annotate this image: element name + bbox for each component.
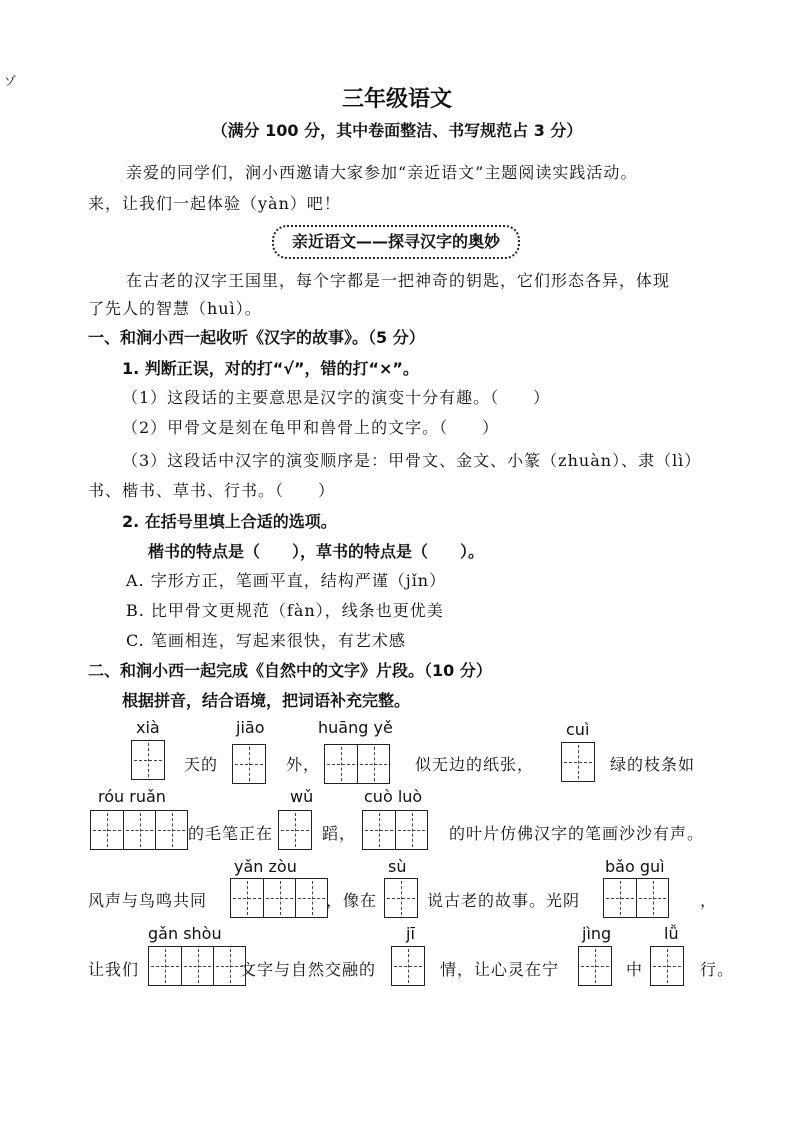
judge-item-2: （2）甲骨文是刻在龟甲和兽骨上的文字。（ ） <box>122 418 500 437</box>
option-a: A. 字形方正，笔画平直，结构严谨（jǐn） <box>126 571 447 590</box>
answer-box-yanzou[interactable] <box>230 878 328 918</box>
text-r1b: 外， <box>286 755 321 774</box>
answer-box-su[interactable] <box>384 878 418 918</box>
answer-box-jing[interactable] <box>578 946 612 986</box>
pinyin-xia: xià <box>136 718 160 737</box>
answer-box-xia[interactable] <box>131 740 165 780</box>
answer-box-rouruan[interactable] <box>90 810 188 850</box>
text-r4e: 行。 <box>700 960 735 979</box>
answer-box-lv[interactable] <box>650 946 684 986</box>
text-r2c: 的叶片仿佛汉字的笔画沙沙有声。 <box>449 824 705 843</box>
question-2: 2. 在括号里填上合适的选项。 <box>122 512 337 531</box>
corner-mark: ゾ <box>4 74 17 88</box>
answer-box-wu[interactable] <box>278 810 312 850</box>
answer-box-ji[interactable] <box>391 946 425 986</box>
pinyin-jing: jìng <box>582 924 612 943</box>
pinyin-lv: lǚ <box>664 924 679 943</box>
pinyin-yanzou: yǎn zòu <box>234 857 297 876</box>
answer-box-huangye[interactable] <box>324 744 390 784</box>
text-r3c: 说古老的故事。光阴 <box>427 891 581 910</box>
answer-box-cui[interactable] <box>561 742 595 782</box>
pinyin-baogui: bǎo guì <box>605 857 665 876</box>
text-r3a: 风声与鸟鸣共同 <box>88 891 208 910</box>
intro-line-2: 来，让我们一起体验（yàn）吧！ <box>88 194 341 213</box>
pinyin-cui: cuì <box>566 720 590 739</box>
option-c: C. 笔画相连，写起来很快，有艺术感 <box>126 631 406 650</box>
section-2-instruction: 根据拼音，结合语境，把词语补充完整。 <box>122 691 411 710</box>
pinyin-rouruan: róu ruǎn <box>98 787 166 806</box>
text-r1c: 似无边的纸张， <box>415 755 535 774</box>
option-b: B. 比甲骨文更规范（fàn），线条也更优美 <box>126 601 444 620</box>
pinyin-ganshou: gǎn shòu <box>148 924 222 943</box>
text-r4c: 情，让心灵在宁 <box>440 960 560 979</box>
pinyin-wu: wǔ <box>290 787 314 806</box>
answer-box-baogui[interactable] <box>603 878 669 918</box>
pinyin-huangye: huāng yě <box>318 718 393 737</box>
judge-item-3-cont: 书、楷书、草书、行书。（ ） <box>88 481 336 500</box>
page-title: 三年级语文 <box>341 87 452 112</box>
passage-line-2: 了先人的智慧（huì）。 <box>88 299 262 318</box>
page-subtitle: （满分 100 分，其中卷面整洁、书写规范占 3 分） <box>211 121 583 140</box>
pinyin-ji: jī <box>406 924 415 943</box>
text-r3b: ，像在 <box>326 891 378 910</box>
text-r4d: 中 <box>626 960 644 979</box>
answer-box-ganshou[interactable] <box>148 946 246 986</box>
pinyin-jiao: jiāo <box>236 718 265 737</box>
question-1: 1. 判断正误，对的打“√”，错的打“×”。 <box>122 359 419 378</box>
section-1-heading: 一、和涧小西一起收听《汉字的故事》。（5 分） <box>88 328 425 347</box>
section-2-heading: 二、和涧小西一起完成《自然中的文字》片段。（10 分） <box>88 661 492 680</box>
answer-box-jiao[interactable] <box>232 744 266 784</box>
text-r4b: 文字与自然交融的 <box>240 960 377 979</box>
text-r1d: 绿的枝条如 <box>610 755 696 774</box>
text-r1a: 天的 <box>184 755 219 774</box>
judge-item-1: （1）这段话的主要意思是汉字的演变十分有趣。（ ） <box>122 388 551 407</box>
passage-line-1: 在古老的汉字王国里，每个字都是一把神奇的钥匙，它们形态各异，体现 <box>126 271 671 290</box>
pinyin-cuoluo: cuò luò <box>364 787 423 806</box>
question-2-blanks: 楷书的特点是（ ），草书的特点是（ ）。 <box>148 542 485 561</box>
judge-item-3: （3）这段话中汉字的演变顺序是：甲骨文、金文、小篆（zhuàn）、隶（lì） <box>122 451 702 470</box>
theme-banner: 亲近语文——探寻汉字的奥妙 <box>272 225 520 259</box>
text-r2a: 的毛笔正在 <box>188 824 274 843</box>
text-r2b: 蹈， <box>322 824 357 843</box>
intro-line-1: 亲爱的同学们，涧小西邀请大家参加“亲近语文”主题阅读实践活动。 <box>126 163 638 182</box>
answer-box-cuoluo[interactable] <box>362 810 428 850</box>
text-r4a: 让我们 <box>88 960 140 979</box>
pinyin-su: sù <box>388 857 407 876</box>
text-r3d: ， <box>700 891 718 910</box>
